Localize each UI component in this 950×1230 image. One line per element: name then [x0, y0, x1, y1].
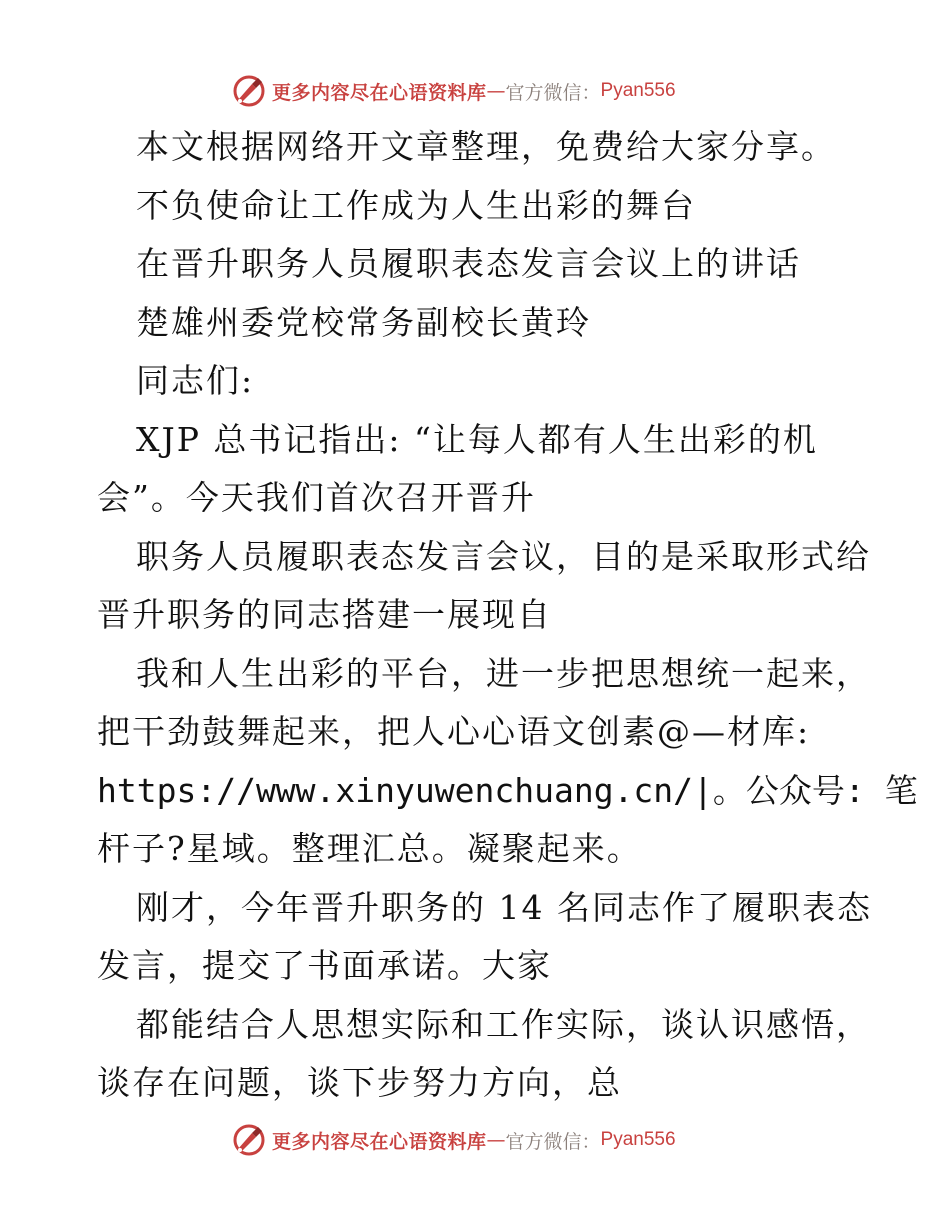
footer-banner: [232, 1122, 752, 1158]
pen-circle-logo-icon: [232, 74, 266, 108]
paragraph-line: 发言，提交了书面承诺。大家: [97, 946, 552, 985]
paragraph-line: 会”。今天我们首次召开晋升: [97, 478, 536, 517]
paragraph-line: 职务人员履职表态发言会议，目的是采取形式给: [136, 536, 871, 576]
banner-wechat-id: Pyan556: [600, 80, 676, 101]
header-banner: [232, 73, 752, 109]
banner-site-name: 更多内容尽在心语资料库: [272, 1130, 487, 1153]
banner-site-name: 更多内容尽在心语资料库: [272, 81, 487, 104]
paragraph-line: XJP 总书记指出: “让每人都有人生出彩的机: [136, 419, 818, 459]
paragraph-line: 谈存在问题，谈下步努力方向，总: [97, 1063, 622, 1102]
banner-wechat-label: 官方微信：: [505, 1130, 601, 1153]
paragraph-line: 把干劲鼓舞起来，把人心心语文创素@—材库:: [97, 712, 811, 751]
banner-separator: —: [486, 80, 506, 102]
banner-separator: —: [486, 1129, 506, 1151]
pen-circle-logo-icon: [232, 1123, 266, 1157]
url-line: https://www.xinyuwenchuang.cn/|。公众号: 笔: [97, 770, 918, 810]
paragraph-line: 杆子?星域。整理汇总。凝聚起来。: [97, 829, 642, 868]
banner-wechat-label: 官方微信：: [505, 81, 601, 104]
banner-wechat-id: Pyan556: [600, 1129, 676, 1150]
paragraph-line: 刚才，今年晋升职务的 14 名同志作了履职表态: [136, 887, 872, 927]
author-line: 楚雄州委党校常务副校长黄玲: [136, 302, 591, 342]
salutation: 同志们:: [136, 361, 255, 400]
document-body: [97, 118, 918, 1113]
intro-line: 本文根据网络开文章整理，免费给大家分享。: [136, 127, 836, 166]
article-subtitle: 在晋升职务人员履职表态发言会议上的讲话: [136, 244, 801, 283]
paragraph-line: 我和人生出彩的平台，进一步把思想统一起来，: [136, 653, 871, 693]
paragraph-line: 晋升职务的同志搭建一展现自: [97, 595, 552, 634]
article-title: 不负使命让工作成为人生出彩的舞台: [136, 185, 696, 225]
paragraph-line: 都能结合人思想实际和工作实际，谈认识感悟，: [136, 1004, 871, 1044]
